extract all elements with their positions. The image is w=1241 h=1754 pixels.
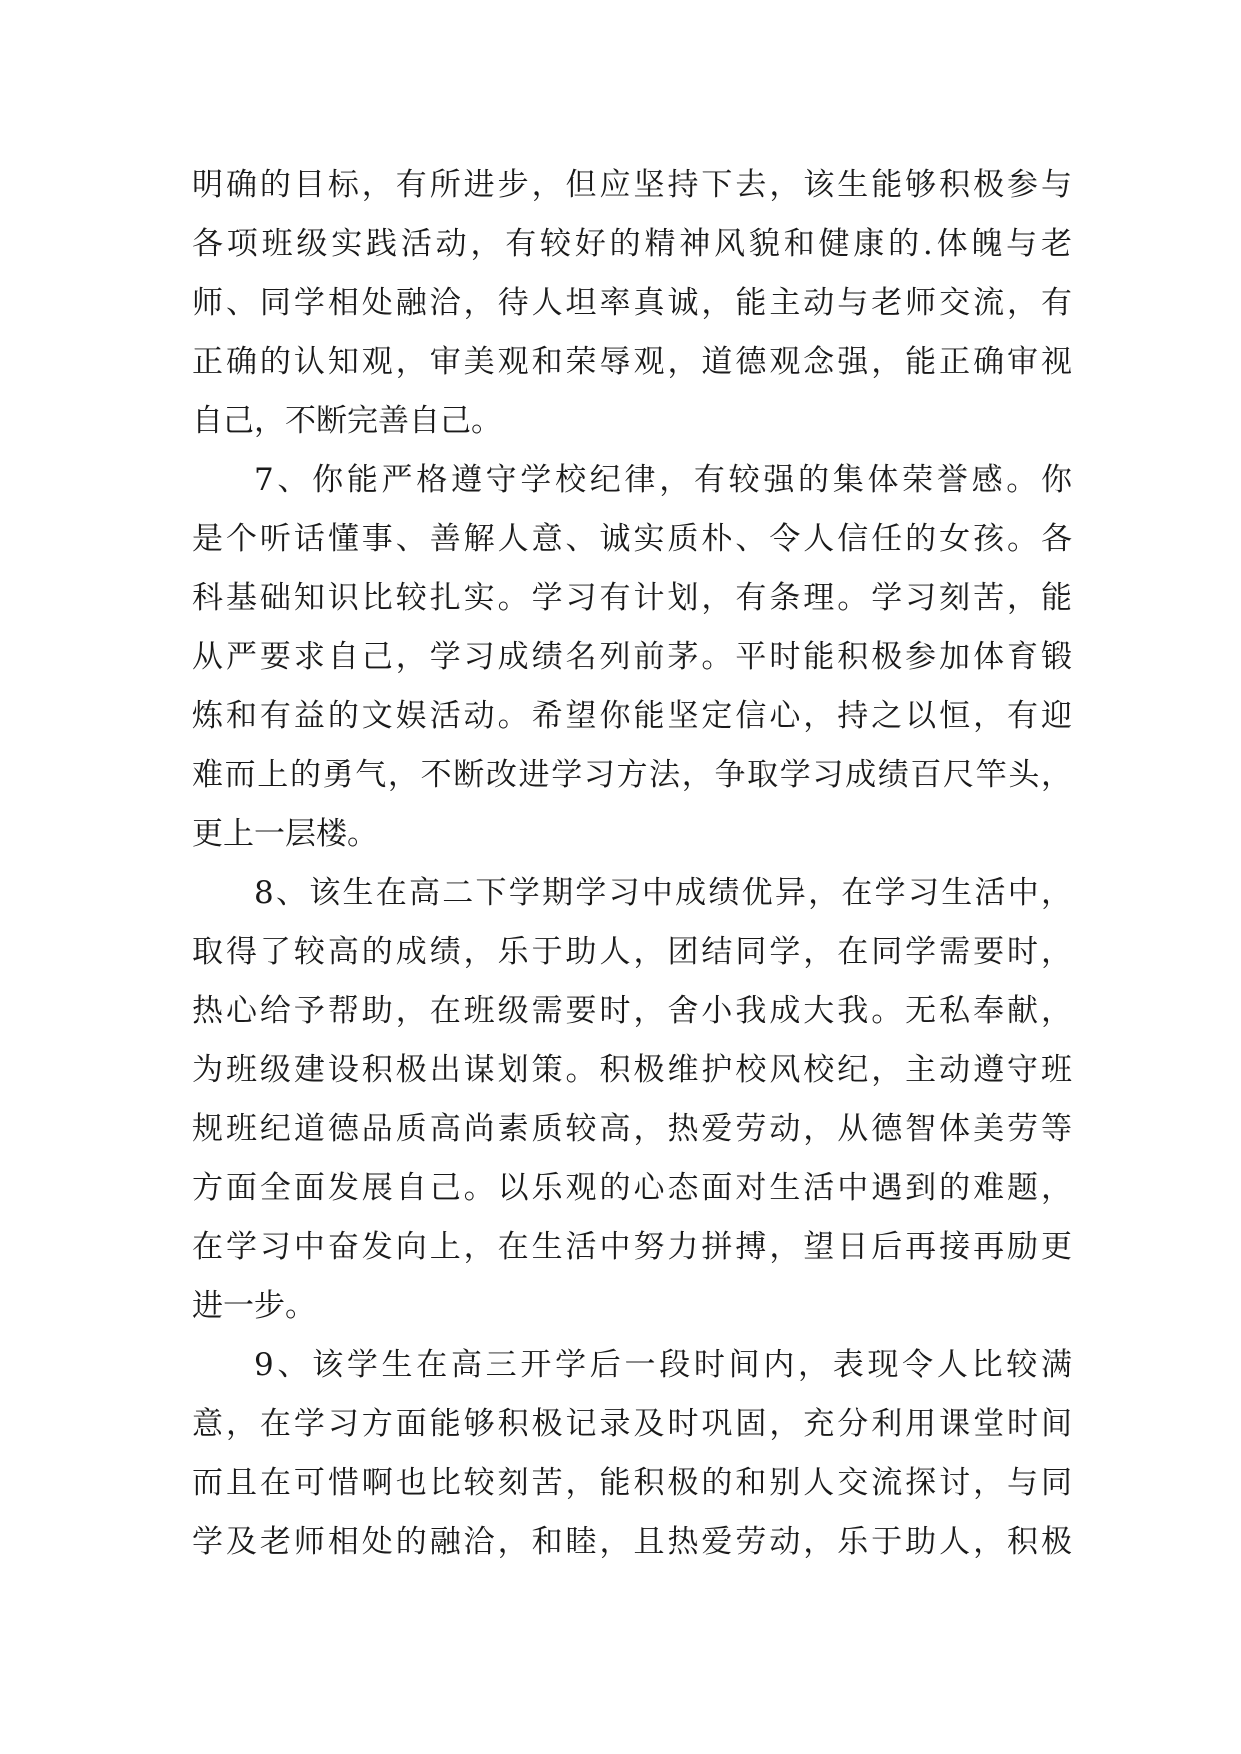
text-line: 难而上的勇气，不断改进学习方法，争取学习成绩百尺竿头， xyxy=(192,757,1072,793)
text-line: 各项班级实践活动，有较好的精神风貌和健康的.体魄与老 xyxy=(192,226,1072,262)
text-line: 是个听话懂事、善解人意、诚实质朴、令人信任的女孩。各 xyxy=(192,521,1072,557)
text-line: 而且在可惜啊也比较刻苦，能积极的和别人交流探讨，与同 xyxy=(192,1465,1072,1501)
paragraph-comment-9 xyxy=(192,1336,1072,1572)
text-line: 学及老师相处的融洽，和睦，且热爱劳动，乐于助人，积极 xyxy=(192,1524,1072,1560)
text-line: 师、同学相处融洽，待人坦率真诚，能主动与老师交流，有 xyxy=(192,285,1072,321)
text-line: 明确的目标，有所进步，但应坚持下去，该生能够积极参与 xyxy=(192,167,1072,203)
text-line: 进一步。 xyxy=(192,1288,316,1324)
text-line: 热心给予帮助，在班级需要时，舍小我成大我。无私奉献， xyxy=(192,993,1072,1029)
paragraph-comment-8 xyxy=(192,864,1072,1336)
text-line: 9、该学生在高三开学后一段时间内，表现令人比较满 xyxy=(254,1347,1072,1383)
text-line: 8、该生在高二下学期学习中成绩优异，在学习生活中， xyxy=(254,875,1072,911)
text-line: 在学习中奋发向上，在生活中努力拼搏，望日后再接再励更 xyxy=(192,1229,1072,1265)
text-line: 取得了较高的成绩，乐于助人，团结同学，在同学需要时， xyxy=(192,934,1072,970)
text-line: 规班纪道德品质高尚素质较高，热爱劳动，从德智体美劳等 xyxy=(192,1111,1072,1147)
text-line: 科基础知识比较扎实。学习有计划，有条理。学习刻苦，能 xyxy=(192,580,1072,616)
text-line: 炼和有益的文娱活动。希望你能坚定信心，持之以恒，有迎 xyxy=(192,698,1072,734)
text-line: 正确的认知观，审美观和荣辱观，道德观念强，能正确审视 xyxy=(192,344,1072,380)
text-line: 为班级建设积极出谋划策。积极维护校风校纪，主动遵守班 xyxy=(192,1052,1072,1088)
document-body xyxy=(192,156,1072,1572)
text-line: 7、你能严格遵守学校纪律，有较强的集体荣誉感。你 xyxy=(254,462,1072,498)
text-line: 更上一层楼。 xyxy=(192,816,378,852)
paragraph-comment-7 xyxy=(192,451,1072,864)
text-line: 方面全面发展自己。以乐观的心态面对生活中遇到的难题， xyxy=(192,1170,1072,1206)
paragraph-continuation xyxy=(192,156,1072,451)
text-line: 意，在学习方面能够积极记录及时巩固，充分利用课堂时间 xyxy=(192,1406,1072,1442)
text-line: 从严要求自己，学习成绩名列前茅。平时能积极参加体育锻 xyxy=(192,639,1072,675)
text-line: 自己，不断完善自己。 xyxy=(192,403,502,439)
